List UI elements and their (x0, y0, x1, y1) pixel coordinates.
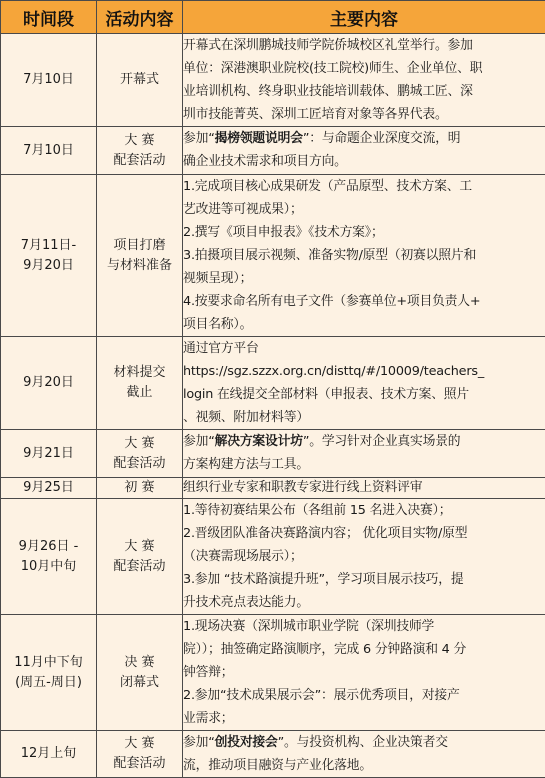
content-line (183, 522, 545, 545)
cell-content (183, 478, 545, 499)
content-text: https://sgz.szzx.org.cn/disttq/#/10009/teachers_ (183, 364, 484, 379)
content-text: 2.晋级团队准备决赛路演内容； 优化项目实物/原型 (183, 526, 467, 541)
content-line (183, 337, 545, 360)
content-line (183, 360, 545, 383)
content-line (183, 615, 545, 638)
content-line (183, 731, 545, 754)
time-text: 7月10日 (1, 141, 96, 161)
content-text: 参加“ (183, 131, 215, 146)
cell-activity (97, 478, 183, 499)
activity-text: 配套活动 (97, 754, 182, 774)
content-line (183, 383, 545, 406)
activity-text: 闭幕式 (97, 673, 182, 693)
schedule-body (1, 34, 545, 778)
activity-text: 大 赛 (97, 734, 182, 754)
cell-time (1, 127, 97, 175)
activity-text: 材料提交 (97, 363, 182, 383)
cell-activity (97, 731, 183, 778)
content-line (183, 103, 545, 126)
content-text: 通过官方平台 (183, 341, 259, 356)
cell-activity (97, 337, 183, 430)
content-line (183, 221, 545, 244)
content-text: login 在线提交全部材料（申报表、技术方案、照片 (183, 387, 469, 402)
emphasis-text: 创投对接会 (215, 735, 278, 750)
content-line (183, 267, 545, 290)
cell-content (183, 615, 545, 731)
header-content: 主要内容 (183, 1, 545, 34)
time-text: 10月中旬 (1, 557, 96, 577)
activity-text: 配套活动 (97, 557, 182, 577)
content-text: 钟答辩； (183, 665, 233, 680)
content-line (183, 545, 545, 568)
content-text: （决赛需现场展示）； (183, 549, 303, 564)
content-line (183, 290, 545, 313)
content-line (183, 175, 545, 198)
content-line (183, 684, 545, 707)
content-text: 2.参加“技术成果展示会”：展示优秀项目，对接产 (183, 688, 460, 703)
content-line (183, 453, 545, 476)
time-text: 9月20日 (1, 373, 96, 393)
content-text: ”。与投资机构、企业决策者交 (278, 735, 448, 750)
cell-time (1, 430, 97, 478)
content-text: 组织行业专家和职教专家进行线上资料评审 (183, 480, 422, 495)
activity-text: 与材料准备 (97, 256, 182, 276)
time-text: 9月25日 (1, 478, 96, 498)
content-text: 视频呈现）； (183, 271, 252, 286)
cell-activity (97, 615, 183, 731)
time-text: 12月上旬 (1, 744, 96, 764)
content-line (183, 198, 545, 221)
activity-text: 项目打磨 (97, 236, 182, 256)
content-text: 确企业技术需求和项目方向。 (183, 154, 347, 169)
table-row (1, 499, 545, 615)
content-line (183, 499, 545, 522)
table-row (1, 127, 545, 175)
content-text: 流，推动项目融资与产业化落地。 (183, 758, 372, 773)
cell-content (183, 430, 545, 478)
content-text: 升技术亮点表达能力。 (183, 595, 309, 610)
time-text: (周五-周日) (1, 673, 96, 693)
time-text: 11月中下旬 (1, 653, 96, 673)
content-text: ”：与命题企业深度交流，明 (303, 131, 461, 146)
cell-time (1, 175, 97, 337)
cell-content (183, 127, 545, 175)
activity-text: 大 赛 (97, 434, 182, 454)
content-text: 2.撰写《项目申报表》《技术方案》； (183, 225, 384, 240)
time-text: 7月11日- (1, 236, 96, 256)
cell-content (183, 175, 545, 337)
content-line (183, 244, 545, 267)
time-text: 7月10日 (1, 70, 96, 90)
content-line (183, 57, 545, 80)
table-row (1, 430, 545, 478)
content-line (183, 430, 545, 453)
content-text: 3.拍摄项目展示视频、准备实物/原型（初赛以照片和 (183, 248, 476, 263)
cell-content (183, 34, 545, 127)
cell-activity (97, 175, 183, 337)
cell-activity (97, 127, 183, 175)
table-row (1, 337, 545, 430)
content-text: 参加“ (183, 735, 215, 750)
cell-content (183, 337, 545, 430)
activity-text: 大 赛 (97, 537, 182, 557)
cell-time (1, 615, 97, 731)
content-line (183, 661, 545, 684)
content-text: 4.按要求命名所有电子文件（参赛单位+项目负责人+ (183, 294, 480, 309)
activity-text: 大 赛 (97, 131, 182, 151)
cell-time (1, 337, 97, 430)
content-text: ”。学习针对企业真实场景的 (303, 434, 461, 449)
content-text: 3.参加 “技术路演提升班”，学习项目展示技巧，提 (183, 572, 463, 587)
activity-text: 截止 (97, 383, 182, 403)
table-row (1, 731, 545, 778)
content-text: 1.完成项目核心成果研发（产品原型、技术方案、工 (183, 179, 472, 194)
content-line (183, 638, 545, 661)
content-line (183, 313, 545, 336)
cell-time (1, 499, 97, 615)
emphasis-text: 揭榜领题说明会 (215, 131, 303, 146)
table-row (1, 615, 545, 731)
emphasis-text: 解决方案设计坊 (215, 434, 303, 449)
content-text: 项目名称）。 (183, 317, 252, 332)
content-line (183, 80, 545, 103)
activity-text: 配套活动 (97, 454, 182, 474)
content-line (183, 127, 545, 150)
content-line (183, 568, 545, 591)
content-text: 单位：深港澳职业院校(技工院校)师生、企业单位、职 (183, 61, 482, 76)
cell-activity (97, 34, 183, 127)
header-activity: 活动内容 (97, 1, 183, 34)
time-text: 9月26日 - (1, 537, 96, 557)
table-row (1, 34, 545, 127)
time-text: 9月21日 (1, 444, 96, 464)
cell-content (183, 499, 545, 615)
content-line (183, 591, 545, 614)
cell-time (1, 478, 97, 499)
cell-time (1, 731, 97, 778)
cell-content (183, 731, 545, 778)
content-line (183, 707, 545, 730)
content-line (183, 754, 545, 777)
activity-text: 初 赛 (97, 478, 182, 498)
content-text: 开幕式在深圳鹏城技师学院侨城校区礼堂举行。参加 (183, 38, 473, 53)
content-text: 方案构建方法与工具。 (183, 457, 309, 472)
activity-text: 决 赛 (97, 653, 182, 673)
content-text: 、视频、附加材料等） (183, 410, 309, 425)
content-line (183, 150, 545, 173)
cell-activity (97, 430, 183, 478)
content-text: 1.现场决赛（深圳城市职业学院（深圳技师学 (183, 619, 434, 634)
table-row (1, 478, 545, 499)
header-time: 时间段 (1, 1, 97, 34)
content-line (183, 406, 545, 429)
header-row (1, 1, 545, 34)
content-line (183, 34, 545, 57)
content-line (183, 478, 545, 498)
cell-activity (97, 499, 183, 615)
content-text: 艺改进等可视成果）； (183, 202, 303, 217)
content-text: 业培训机构、终身职业技能培训载体、鹏城工匠、深 (183, 84, 473, 99)
table-row (1, 175, 545, 337)
content-text: 业需求； (183, 711, 233, 726)
content-text: 院））；抽签确定路演顺序，完成 6 分钟路演和 4 分 (183, 642, 466, 657)
content-text: 圳市技能菁英、深圳工匠培育对象等各界代表。 (183, 107, 448, 122)
content-text: 1.等待初赛结果公布（各组前 15 名进入决赛）； (183, 503, 451, 518)
content-text: 参加“ (183, 434, 215, 449)
cell-time (1, 34, 97, 127)
time-text: 9月20日 (1, 256, 96, 276)
activity-text: 配套活动 (97, 151, 182, 171)
activity-text: 开幕式 (97, 70, 182, 90)
